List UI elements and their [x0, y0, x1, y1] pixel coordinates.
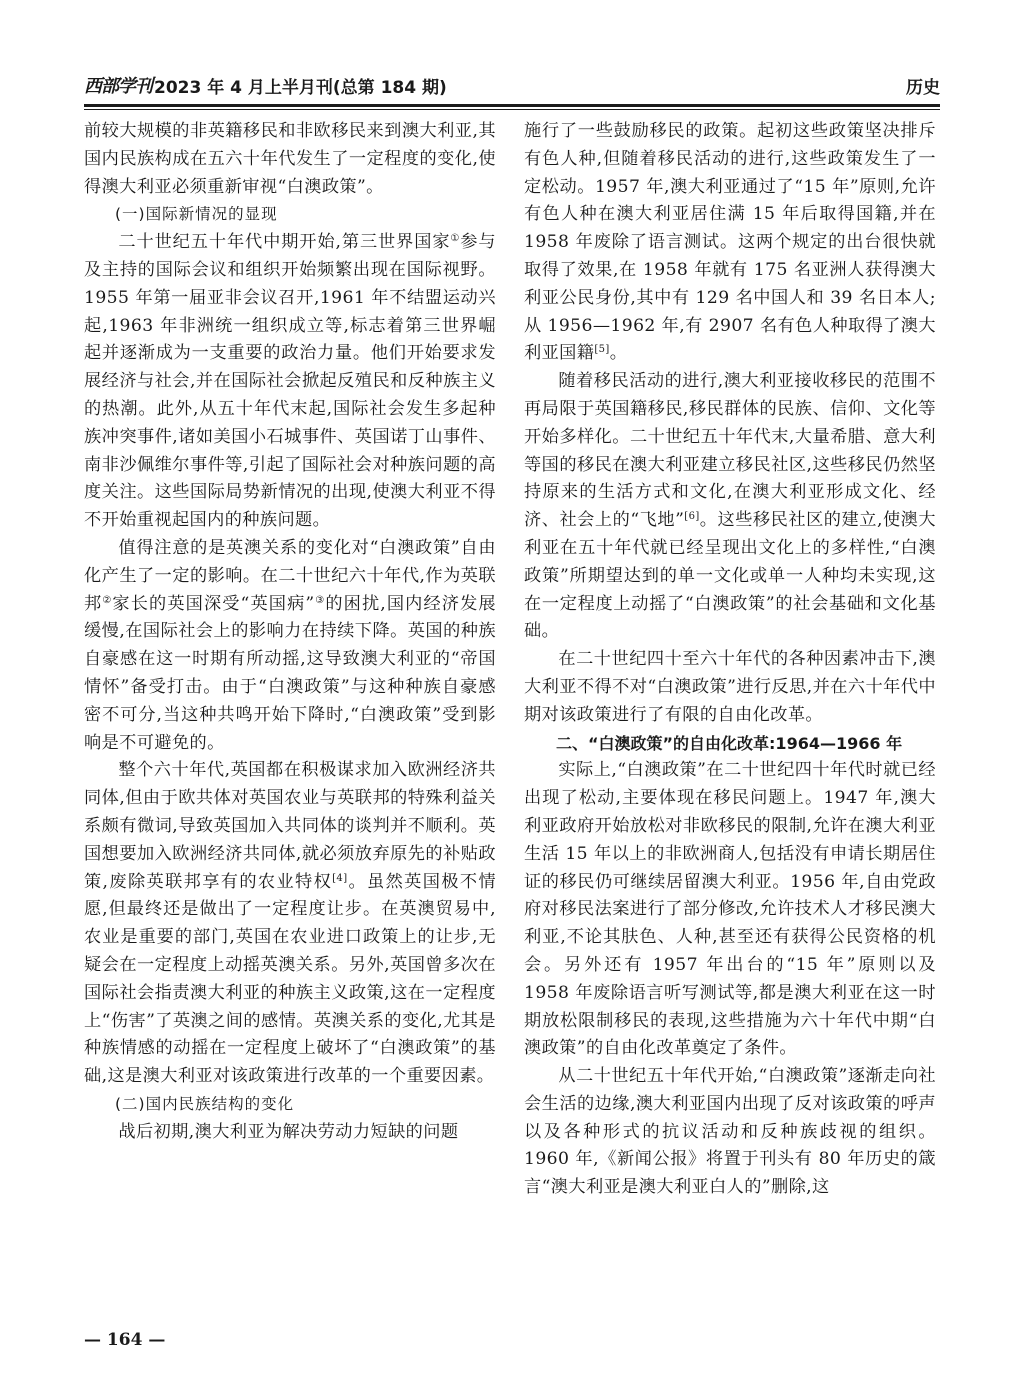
text-run: 家长的英国深受“英国病” [112, 593, 315, 614]
paragraph [84, 229, 496, 535]
text-run: 实际上,“白澳政策”在二十世纪四十年代时就已经出现了松动,主要体现在移民问题上。1947 年,澳大利亚政府开始放松对非欧移民的限制,允许在澳大利亚生活 15 年以上的非欧洲商人,包括没有申请长期居住证的移民仍可继续居留澳大利亚。1956 年,自由党政府对移民法案进行了部分修改,允许技术人才移民澳大利亚,不论其肤色、人种,甚至还有获得公民资格的机会。另外还有 1957 年出台的“15 年”原则以及 1958 年废除语言听写测试等,都是澳大利亚在这一时期放松限制移民的表现,这些措施为六十年代中期“白澳政策”的自由化改革奠定了条件。 [524, 760, 936, 1059]
text-run: 的困扰,国内经济发展缓慢,在国际社会上的影响力在持续下降。英国的种族自豪感在这一时期有所动摇,这导致澳大利亚的“帝国情怀”备受打击。由于“白澳政策”与这种种族自豪感密不可分,当这种共鸣开始下降时,“白澳政策”受到影响是不可避免的。 [84, 593, 496, 753]
section-label: 历史 [906, 78, 940, 98]
text-run: 二、“白澳政策”的自由化改革:1964—1966 年 [556, 733, 903, 753]
header-rule-thin [84, 109, 940, 110]
citation-mark: ② [102, 594, 113, 606]
text-run: 参与及主持的国际会议和组织开始频繁出现在国际视野。1955 年第一届亚非会议召开,1961 年不结盟运动兴起,1963 年非洲统一组织成立等,标志着第三世界崛起并逐渐成为一支重要的政治力量。他们开始要求发展经济与社会,并在国际社会掀起反殖民和反种族主义的热潮。此外,从五十年代末起,国际社会发生多起种族冲突事件,诸如美国小石城事件、英国诺丁山事件、南非沙佩维尔事件等,引起了国际社会对种族问题的高度关注。这些国际局势新情况的出现,使澳大利亚不得不开始重视起国内的种族问题。 [84, 232, 496, 531]
citation-mark: ① [450, 233, 461, 245]
text-run: 二十世纪五十年代中期开始,第三世界国家 [118, 232, 451, 253]
paragraph [524, 646, 936, 729]
citation-mark: [6] [684, 511, 700, 523]
paragraph [84, 535, 496, 757]
section-heading [84, 1091, 496, 1119]
section-heading [84, 201, 496, 229]
text-run: 战后初期,澳大利亚为解决劳动力短缺的问题 [118, 1121, 459, 1142]
journal-logo: 西部学刊 [84, 76, 152, 97]
paragraph [524, 757, 936, 1063]
citation-mark: [4] [332, 872, 348, 884]
text-run: 整个六十年代,英国都在积极谋求加入欧洲经济共同体,但由于欧共体对英国农业与英联邦的特殊利益关系颇有微词,导致英国加入共同体的谈判并不顺利。英国想要加入欧洲经济共同体,就必须放弃原先的补贴政策,废除英联邦享有的农业特权 [84, 760, 496, 892]
paragraph [84, 757, 496, 1091]
header-left [84, 72, 447, 98]
paragraph [524, 118, 936, 368]
right-column [524, 118, 936, 1202]
text-run: 前较大规模的非英籍移民和非欧移民来到澳大利亚,其国内民族构成在五六十年代发生了一定程度的变化,使得澳大利亚必须重新审视“白澳政策”。 [84, 121, 496, 197]
text-run: 施行了一些鼓励移民的政策。起初这些政策坚决排斥有色人种,但随着移民活动的进行,这些政策发生了一定松动。1957 年,澳大利亚通过了“15 年”原则,允许有色人种在澳大利亚居住满 15 年后取得国籍,并在 1958 年废除了语言测试。这两个规定的出台很快就取得了效果,在 1958 年就有 175 名亚洲人获得澳大利亚公民身份,其中有 129 名中国人和 39 名日本人;从 1956—1962 年,有 2907 名有色人种取得了澳大利亚国籍 [524, 121, 936, 364]
paragraph [84, 1119, 496, 1147]
paragraph [524, 368, 936, 646]
text-run: 在二十世纪四十至六十年代的各种因素冲击下,澳大利亚不得不对“白澳政策”进行反思,并在六十年代中期对该政策进行了有限的自由化改革。 [524, 649, 936, 725]
text-run: 。虽然英国极不情愿,但最终还是做出了一定程度让步。在英澳贸易中,农业是重要的部门,英国在农业进口政策上的让步,无疑会在一定程度上动摇英澳关系。另外,英国曾多次在国际社会指责澳大利亚的种族主义政策,这在一定程度上“伤害”了英澳之间的感情。英澳关系的变化,尤其是种族情感的动摇在一定程度上破坏了“白澳政策”的基础,这是澳大利亚对该政策进行改革的一个重要因素。 [84, 871, 496, 1087]
section-heading [524, 730, 936, 758]
issue-info: 2023 年 4 月上半月刊(总第 184 期) [154, 78, 447, 98]
paragraph [84, 118, 496, 201]
text-run: 。这些移民社区的建立,使澳大利亚在五十年代就已经呈现出文化上的多样性,“白澳政策”所期望达到的单一文化或单一人种均未实现,这在一定程度上动摇了“白澳政策”的社会基础和文化基础。 [524, 510, 936, 642]
running-header [84, 72, 940, 98]
text-run: (一)国际新情况的显现 [115, 205, 278, 224]
text-run: (二)国内民族结构的变化 [115, 1094, 295, 1113]
paragraph [524, 1063, 936, 1202]
citation-mark: ③ [314, 594, 326, 606]
left-column [84, 118, 496, 1146]
citation-mark: [5] [594, 344, 610, 356]
text-run: 值得注意的是英澳关系的变化对“白澳政策”自由化产生了一定的影响。在二十世纪六十年代,作为英联邦 [84, 537, 496, 614]
text-run: 。 [609, 343, 628, 364]
page-number: — 164 — [84, 1330, 166, 1350]
text-run: 随着移民活动的进行,澳大利亚接收移民的范围不再局限于英国籍移民,移民群体的民族、信仰、文化等开始多样化。二十世纪五十年代末,大量希腊、意大利等国的移民在澳大利亚建立移民社区,这些移民仍然坚持原来的生活方式和文化,在澳大利亚形成文化、经济、社会上的“飞地” [524, 371, 936, 531]
header-rule-thick [84, 104, 940, 107]
text-run: 从二十世纪五十年代开始,“白澳政策”逐渐走向社会生活的边缘,澳大利亚国内出现了反对该政策的呼声以及各种形式的抗议活动和反种族歧视的组织。1960 年,《新闻公报》将置于刊头有 80 年历史的箴言“澳大利亚是澳大利亚白人的”删除,这 [524, 1066, 936, 1198]
